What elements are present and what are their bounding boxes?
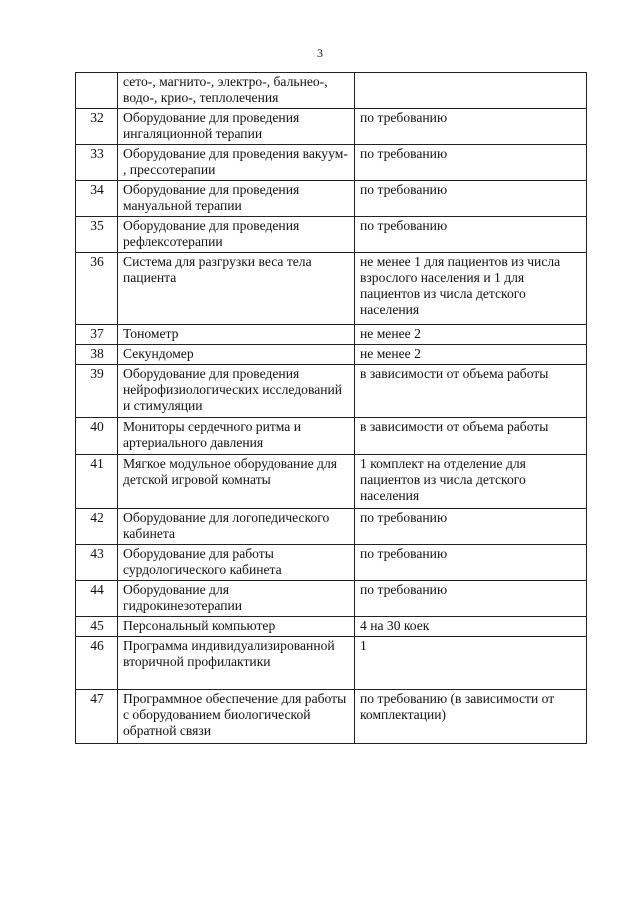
equipment-name: Программа индивидуализированной вторичной профилактики [118,637,355,690]
equipment-quantity: по требованию [355,109,587,145]
equipment-name: Мониторы сердечного ритма и артериального давления [118,418,355,455]
equipment-quantity: в зависимости от объема работы [355,418,587,455]
table-row [76,545,587,581]
table-row [76,325,587,345]
table-row [76,365,587,418]
row-number: 47 [76,690,118,744]
table-row [76,345,587,365]
row-number: 33 [76,145,118,181]
equipment-name: сето-, магнито-, электро-, бальнео-, водо-, крио-, теплолечения [118,73,355,109]
equipment-quantity: по требованию [355,145,587,181]
equipment-table [75,72,587,744]
equipment-quantity: 1 [355,637,587,690]
row-number [76,73,118,109]
equipment-name: Оборудование для проведения нейрофизиологических исследований и стимуляции [118,365,355,418]
table-row [76,418,587,455]
table-row [76,145,587,181]
table-row [76,217,587,253]
row-number: 43 [76,545,118,581]
equipment-quantity: 4 на 30 коек [355,617,587,637]
table-row [76,109,587,145]
equipment-name: Оборудование для гидрокинезотерапии [118,581,355,617]
equipment-name: Оборудование для работы сурдологического кабинета [118,545,355,581]
row-number: 35 [76,217,118,253]
equipment-name: Программное обеспечение для работы с оборудованием биологической обратной связи [118,690,355,744]
equipment-name: Оборудование для проведения вакуум- , прессотерапии [118,145,355,181]
equipment-name: Система для разгрузки веса тела пациента [118,253,355,325]
equipment-name: Секундомер [118,345,355,365]
equipment-name: Оборудование для проведения рефлексотерапии [118,217,355,253]
equipment-quantity [355,73,587,109]
row-number: 34 [76,181,118,217]
row-number: 42 [76,509,118,545]
equipment-quantity: по требованию [355,181,587,217]
table-row [76,581,587,617]
row-number: 38 [76,345,118,365]
row-number: 39 [76,365,118,418]
row-number: 45 [76,617,118,637]
table-row [76,73,587,109]
equipment-quantity: по требованию [355,545,587,581]
equipment-name: Оборудование для проведения ингаляционной терапии [118,109,355,145]
equipment-quantity: по требованию [355,581,587,617]
row-number: 46 [76,637,118,690]
row-number: 32 [76,109,118,145]
table-row [76,253,587,325]
equipment-quantity: в зависимости от объема работы [355,365,587,418]
table-row [76,455,587,509]
table-row [76,637,587,690]
table-row [76,690,587,744]
equipment-name: Мягкое модульное оборудование для детской игровой комнаты [118,455,355,509]
equipment-quantity: по требованию (в зависимости от комплектации) [355,690,587,744]
equipment-quantity: 1 комплект на отделение для пациентов из числа детского населения [355,455,587,509]
row-number: 37 [76,325,118,345]
equipment-quantity: не менее 2 [355,325,587,345]
equipment-quantity: не менее 1 для пациентов из числа взрослого населения и 1 для пациентов из числа детского населения [355,253,587,325]
equipment-name: Персональный компьютер [118,617,355,637]
equipment-quantity: по требованию [355,509,587,545]
equipment-name: Оборудование для проведения мануальной терапии [118,181,355,217]
page-number: 3 [317,46,323,60]
row-number: 44 [76,581,118,617]
equipment-quantity: не менее 2 [355,345,587,365]
row-number: 41 [76,455,118,509]
table-row [76,181,587,217]
equipment-name: Тонометр [118,325,355,345]
row-number: 36 [76,253,118,325]
equipment-quantity: по требованию [355,217,587,253]
row-number: 40 [76,418,118,455]
table-row [76,509,587,545]
equipment-name: Оборудование для логопедического кабинета [118,509,355,545]
table-row [76,617,587,637]
